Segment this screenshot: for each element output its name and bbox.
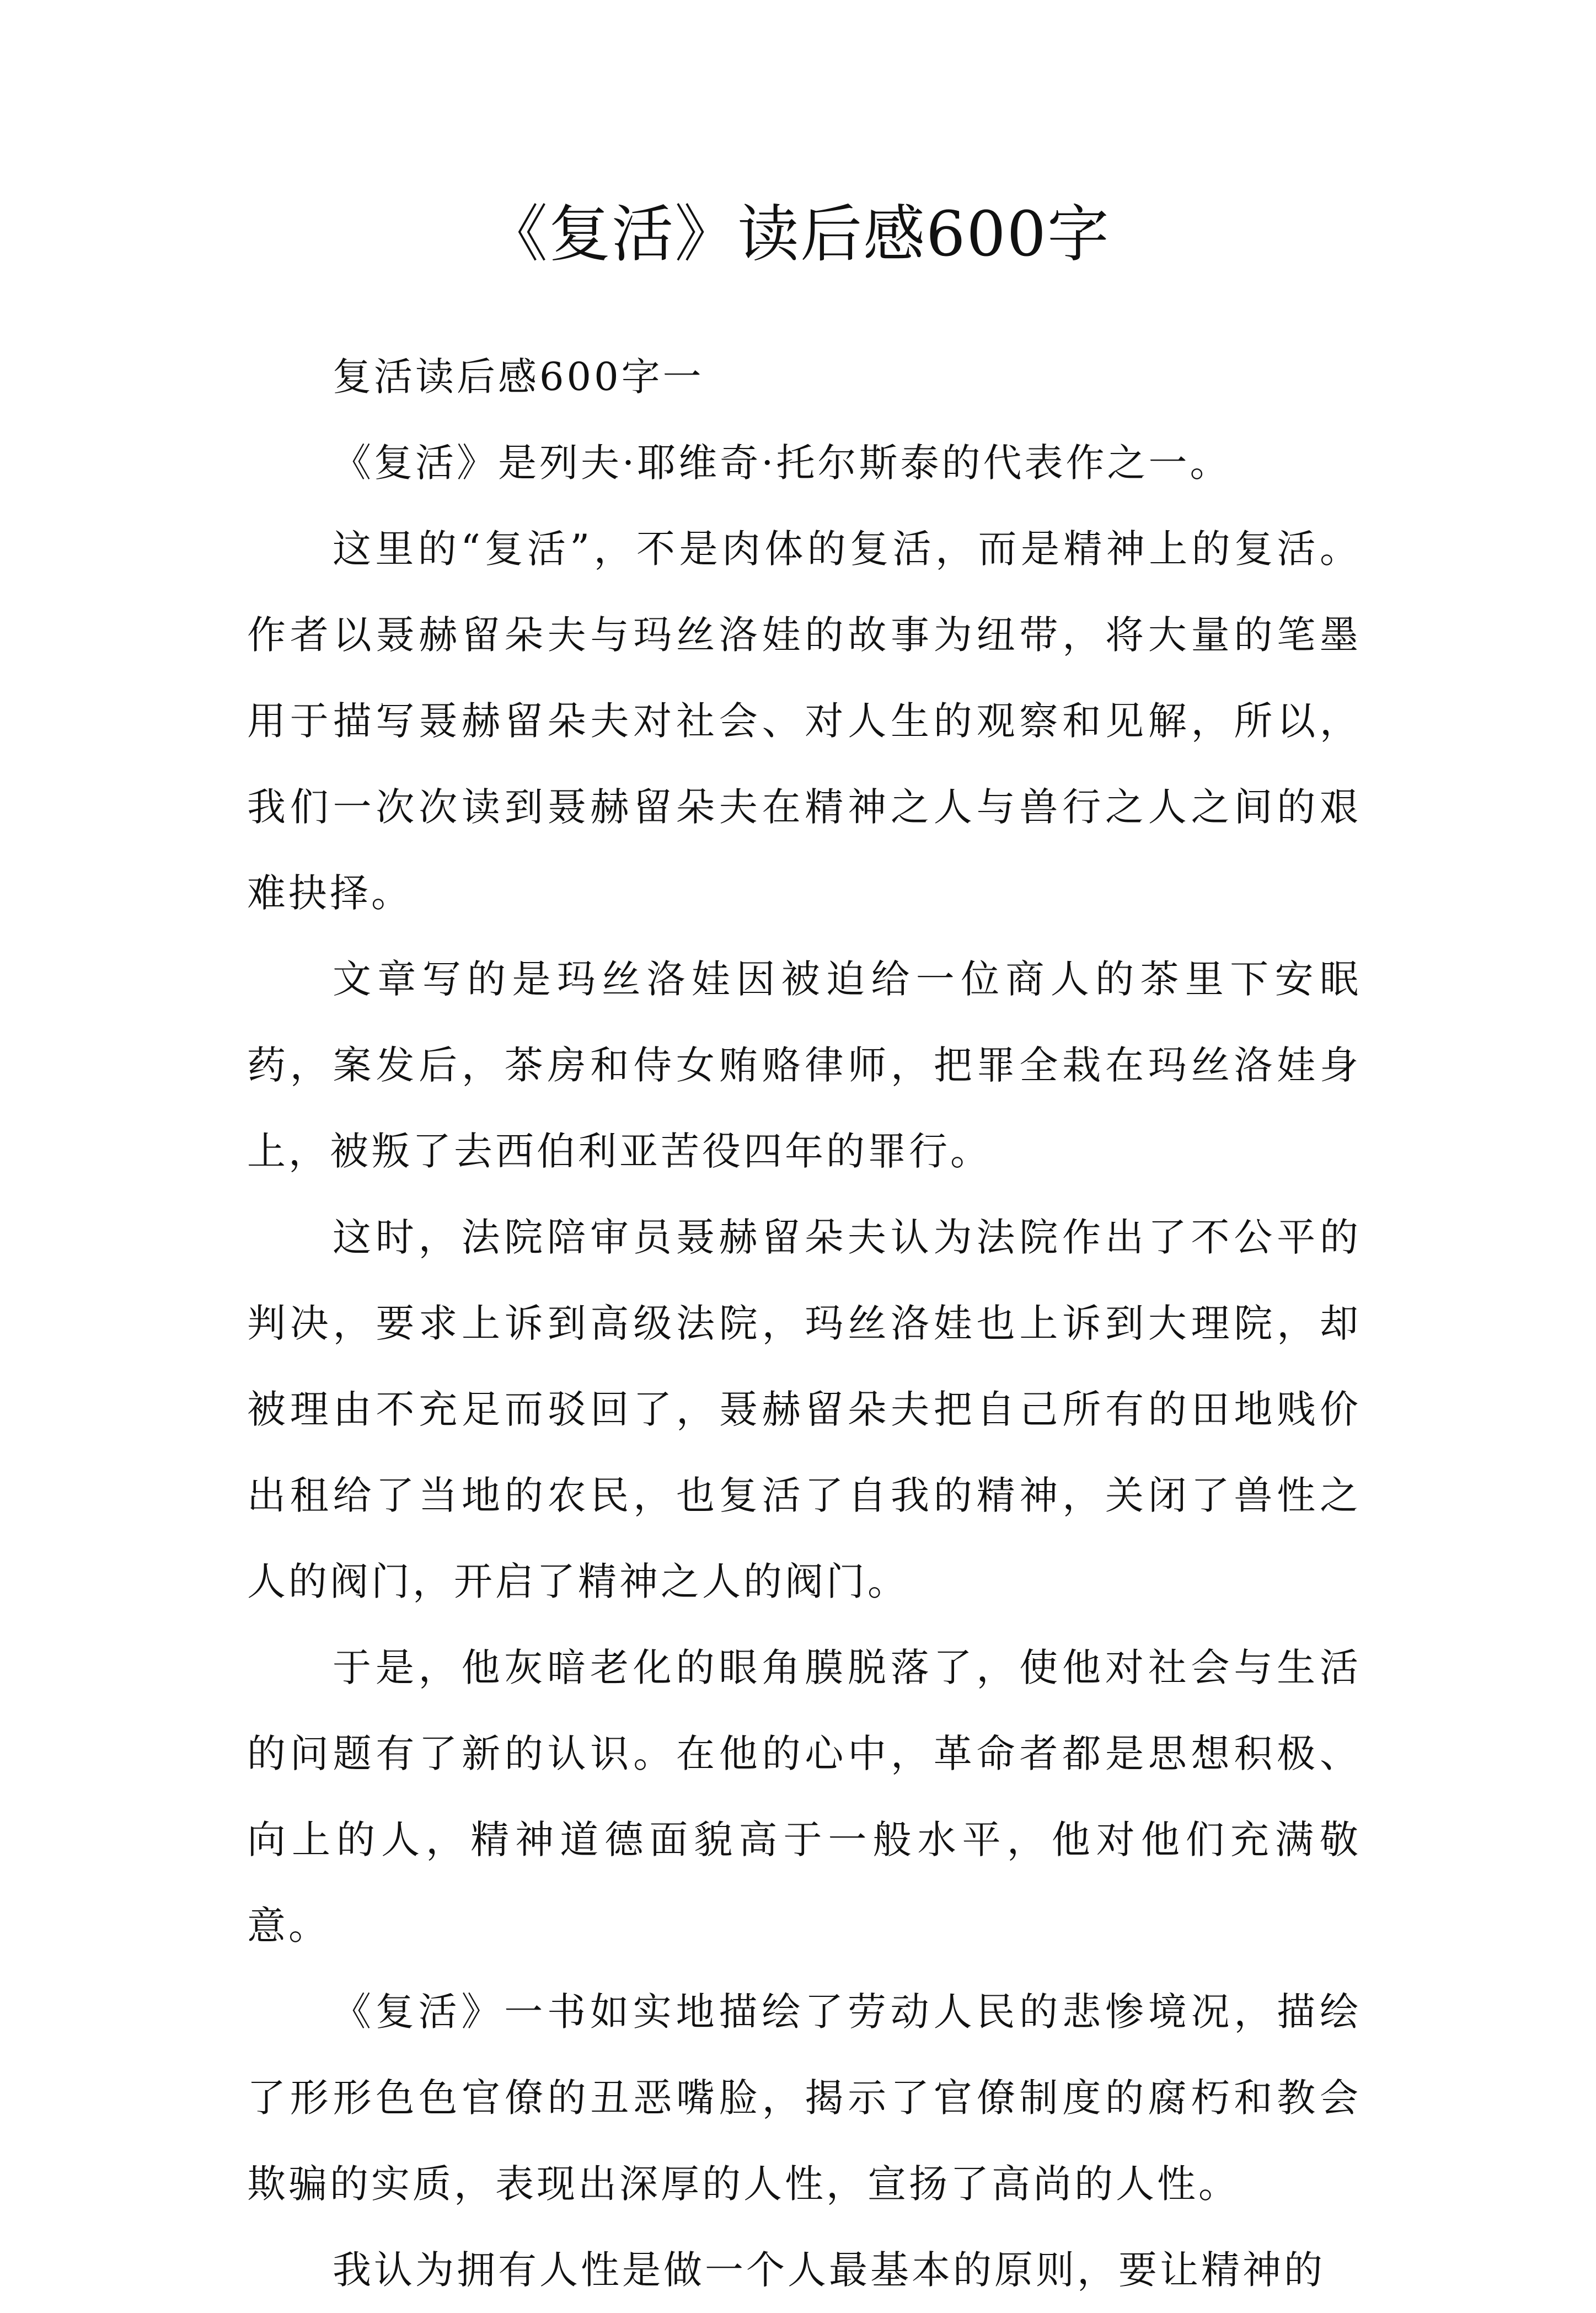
paragraph: 这里的“复活”，不是肉体的复活，而是精神上的复活。作者以聂赫留朵夫与玛丝洛娃的故事为纽带，将大量的笔墨用于描写聂赫留朵夫对社会、对人生的观察和见解，所以，我们一次次读到聂赫留朵夫在精神之人与兽行之人之间的艰难抉择。: [247, 526, 1361, 916]
document-title: 《复活》读后感600字: [486, 199, 1110, 270]
document-body: [247, 334, 1361, 2313]
paragraph: 我认为拥有人性是做一个人最基本的原则，要让精神的: [333, 2247, 1325, 2293]
paragraph: 《复活》一书如实地描绘了劳动人民的悲惨境况，描绘了形形色色官僚的丑恶嘴脸，揭示了官僚制度的腐朽和教会欺骗的实质，表现出深厚的人性，宣扬了高尚的人性。: [247, 1989, 1361, 2207]
paragraph: 文章写的是玛丝洛娃因被迫给一位商人的茶里下安眠药，案发后，茶房和侍女贿赂律师，把罪全栽在玛丝洛娃身上，被叛了去西伯利亚苦役四年的罪行。: [247, 957, 1361, 1174]
paragraph: 《复活》是列夫·耶维奇·托尔斯泰的代表作之一。: [333, 440, 1231, 485]
paragraph: 这时，法院陪审员聂赫留朵夫认为法院作出了不公平的判决，要求上诉到高级法院，玛丝洛娃也上诉到大理院，却被理由不充足而驳回了，聂赫留朵夫把自己所有的田地贱价出租给了当地的农民，也复活了自我的精神，关闭了兽性之人的阀门，开启了精神之人的阀门。: [247, 1215, 1361, 1604]
paragraph-subtitle: 复活读后感600字一: [333, 354, 704, 399]
paragraph: 于是，他灰暗老化的眼角膜脱落了，使他对社会与生活的问题有了新的认识。在他的心中，革命者都是思想积极、向上的人，精神道德面貌高于一般水平，他对他们充满敬意。: [247, 1645, 1361, 1948]
